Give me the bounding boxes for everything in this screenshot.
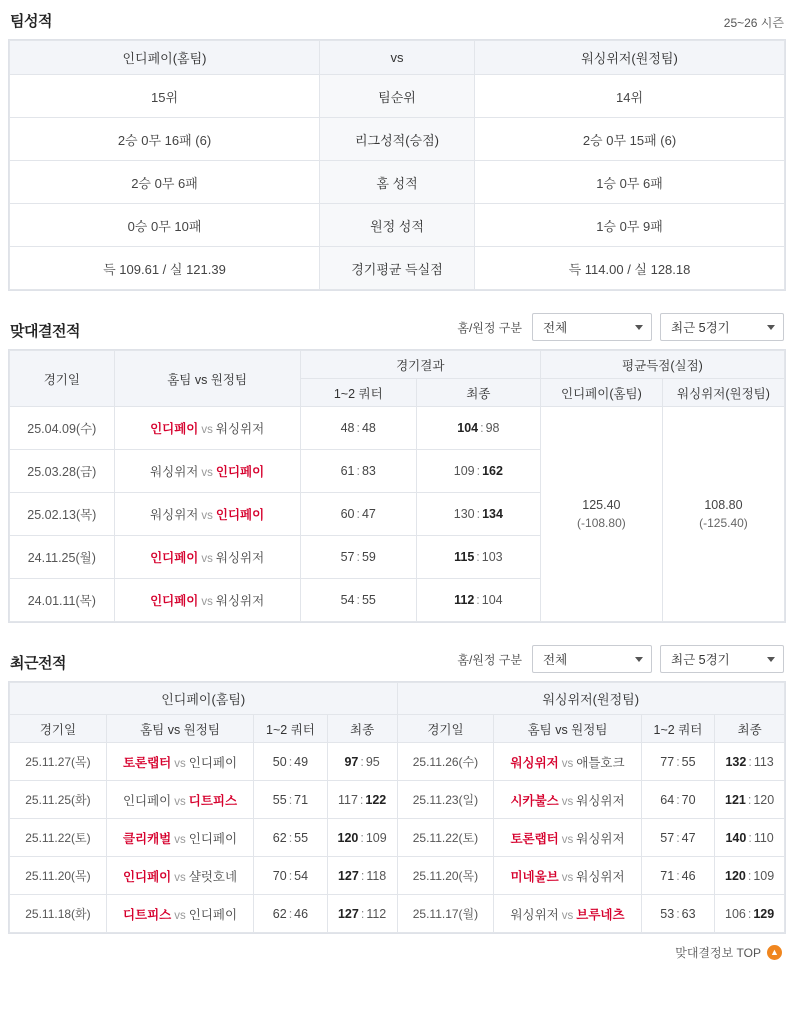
chevron-down-icon xyxy=(635,325,643,330)
table-header-row xyxy=(10,683,785,715)
recent-home-date: 25.11.20(목) xyxy=(10,857,107,895)
h2h-header xyxy=(8,303,786,349)
h2h-col-quarter: 1~2 쿼터 xyxy=(300,379,416,407)
recent-away-final: 121 : 120 xyxy=(715,781,785,819)
h2h-col-avg-away: 워싱위저(원정팀) xyxy=(662,379,784,407)
recent-filter-label: 홈/원정 구분 xyxy=(457,652,522,667)
recent-away-match xyxy=(494,743,641,781)
q-away: 71 xyxy=(294,792,309,807)
vs-label: vs xyxy=(561,757,574,770)
h2h-filter-label: 홈/원정 구분 xyxy=(457,320,522,335)
h2h-row-home-team: 인디페이 xyxy=(150,422,199,436)
h2h-row-away-team: 인디페이 xyxy=(215,508,265,522)
recent-home-team: 인디페이 xyxy=(122,793,172,808)
f-home: 127 xyxy=(337,906,359,921)
recent-away-date: 25.11.20(목) xyxy=(397,857,494,895)
table-row xyxy=(10,895,785,933)
recent-col-date-home: 경기일 xyxy=(10,715,107,743)
recent-away-date: 25.11.23(일) xyxy=(397,781,494,819)
team-stats-header xyxy=(8,0,786,39)
h2h-row-match xyxy=(114,450,300,493)
q-away: 59 xyxy=(361,550,376,564)
recent-home-team: 워싱위저 xyxy=(510,755,559,770)
q-away: 55 xyxy=(681,754,696,769)
h2h-controls xyxy=(457,313,784,341)
f-away: 95 xyxy=(365,754,380,769)
q-home: 77 xyxy=(660,754,675,769)
recent-col-final-home: 최종 xyxy=(327,715,397,743)
table-header-row xyxy=(10,41,785,75)
table-row xyxy=(10,161,785,204)
recent-away-date: 25.11.17(월) xyxy=(397,895,494,933)
recent-range-select[interactable] xyxy=(660,645,784,673)
recent-away-team: 브루네츠 xyxy=(576,907,625,922)
team-stats-home-rank: 15위 xyxy=(10,75,320,118)
recent-away-quarter: 53 : 63 xyxy=(641,895,715,933)
vs-label: vs xyxy=(201,424,213,436)
h2h-row-quarter: 57 : 59 xyxy=(300,536,416,579)
team-stats-col-home: 인디페이(홈팀) xyxy=(10,41,320,75)
f-home: 112 xyxy=(454,593,475,607)
recent-home-date: 25.11.27(목) xyxy=(10,743,107,781)
h2h-row-match xyxy=(114,579,300,622)
recent-away-team: 샬럿호네 xyxy=(188,869,238,884)
vs-label: vs xyxy=(174,795,186,808)
f-away: 109 xyxy=(365,830,387,845)
vs-label: vs xyxy=(561,833,574,846)
q-away: 46 xyxy=(294,906,309,921)
recent-col-quarter-away: 1~2 쿼터 xyxy=(641,715,715,743)
recent-home-quarter: 70 : 54 xyxy=(254,857,328,895)
season-label: 25~26 시즌 xyxy=(723,16,784,30)
h2h-avg-away xyxy=(662,407,784,622)
recent-home-team: 디트피스 xyxy=(122,907,172,922)
team-stats-label-league: 리그성적(승점) xyxy=(320,118,475,161)
recent-home-match xyxy=(106,743,253,781)
vs-label: vs xyxy=(561,871,574,884)
vs-label: vs xyxy=(561,795,574,808)
h2h-row-date: 25.04.09(수) xyxy=(10,407,115,450)
vs-label: vs xyxy=(174,871,186,884)
table-row xyxy=(10,819,785,857)
back-to-top-label: 맞대결정보 TOP xyxy=(675,946,761,960)
q-home: 53 xyxy=(660,906,675,921)
table-row xyxy=(10,857,785,895)
table-row xyxy=(10,781,785,819)
h2h-row-match xyxy=(114,536,300,579)
h2h-row-final: 109 : 162 xyxy=(416,450,540,493)
h2h-col-final: 최종 xyxy=(416,379,540,407)
q-home: 60 xyxy=(340,507,355,521)
recent-away-team: 워싱위저 xyxy=(576,793,625,808)
recent-col-final-away: 최종 xyxy=(715,715,785,743)
q-home: 61 xyxy=(340,464,355,478)
f-away: 103 xyxy=(481,550,503,564)
recent-home-final: 117 : 122 xyxy=(327,781,397,819)
h2h-row-quarter: 60 : 47 xyxy=(300,493,416,536)
h2h-homeaway-value: 전체 xyxy=(543,321,568,335)
h2h-col-avg-home: 인디페이(홈팀) xyxy=(540,379,662,407)
team-stats-title: 팀성적 xyxy=(10,13,52,30)
recent-away-team: 워싱위저 xyxy=(576,831,625,846)
q-away: 70 xyxy=(681,792,696,807)
recent-home-match xyxy=(106,895,253,933)
recent-away-team: 인디페이 xyxy=(188,907,238,922)
h2h-avg-away-value: 108.80 xyxy=(704,497,743,512)
f-away: 110 xyxy=(753,830,774,845)
q-away: 47 xyxy=(681,830,696,845)
q-away: 55 xyxy=(361,593,376,607)
vs-label: vs xyxy=(201,467,213,479)
recent-away-quarter: 77 : 55 xyxy=(641,743,715,781)
vs-label: vs xyxy=(201,510,213,522)
recent-away-match xyxy=(494,857,641,895)
f-home: 97 xyxy=(344,754,359,769)
h2h-col-date: 경기일 xyxy=(10,351,115,407)
team-stats-away-homerec: 1승 0무 6패 xyxy=(475,161,785,204)
f-away: 104 xyxy=(481,593,503,607)
vs-label: vs xyxy=(174,757,186,770)
h2h-row-date: 24.11.25(월) xyxy=(10,536,115,579)
h2h-row-quarter: 48 : 48 xyxy=(300,407,416,450)
f-away: 113 xyxy=(753,754,774,769)
recent-home-final: 120 : 109 xyxy=(327,819,397,857)
h2h-homeaway-select[interactable] xyxy=(532,313,652,341)
recent-away-quarter: 64 : 70 xyxy=(641,781,715,819)
f-home: 121 xyxy=(725,792,746,807)
recent-homeaway-value: 전체 xyxy=(543,653,568,667)
h2h-table-wrap xyxy=(8,349,786,623)
f-away: 118 xyxy=(366,868,387,883)
team-stats-away-rank: 14위 xyxy=(475,75,785,118)
h2h-range-value: 최근 5경기 xyxy=(671,321,730,335)
recent-away-final: 132 : 113 xyxy=(715,743,785,781)
h2h-row-match xyxy=(114,407,300,450)
recent-homeaway-select[interactable] xyxy=(532,645,652,673)
recent-away-team: 디트피스 xyxy=(188,793,238,808)
recent-table xyxy=(9,682,785,933)
chevron-down-icon xyxy=(767,657,775,662)
f-away: 120 xyxy=(753,792,775,807)
q-home: 50 xyxy=(272,754,287,769)
recent-col-match-home: 홈팀 vs 원정팀 xyxy=(106,715,253,743)
f-home: 104 xyxy=(457,421,479,435)
h2h-avg-home-sub: (-108.80) xyxy=(577,516,626,531)
f-away: 134 xyxy=(482,507,503,521)
q-away: 48 xyxy=(361,421,376,435)
h2h-row-home-team: 인디페이 xyxy=(150,551,199,565)
recent-range-value: 최근 5경기 xyxy=(671,653,730,667)
recent-home-team: 토론랩터 xyxy=(122,755,172,770)
recent-header xyxy=(8,635,786,681)
f-home: 115 xyxy=(454,550,475,564)
h2h-avg-home xyxy=(540,407,662,622)
chevron-down-icon xyxy=(635,657,643,662)
recent-home-team: 인디페이 xyxy=(122,869,172,884)
recent-home-final: 127 : 112 xyxy=(327,895,397,933)
h2h-avg-home-value: 125.40 xyxy=(582,497,621,512)
h2h-row-away-team: 워싱위저 xyxy=(215,422,265,436)
h2h-row-home-team: 워싱위저 xyxy=(150,465,199,479)
q-home: 64 xyxy=(660,792,675,807)
team-stats-away-avg: 득 114.00 / 실 128.18 xyxy=(475,247,785,290)
recent-home-team: 클리캐벌 xyxy=(122,831,172,846)
recent-away-team: 워싱위저 xyxy=(576,869,625,884)
recent-home-match xyxy=(106,781,253,819)
f-away: 98 xyxy=(485,421,500,435)
recent-table-wrap xyxy=(8,681,786,934)
f-away: 109 xyxy=(753,868,775,883)
h2h-col-avg: 평균득점(실점) xyxy=(540,351,784,379)
table-row xyxy=(10,743,785,781)
recent-home-date: 25.11.22(토) xyxy=(10,819,107,857)
recent-away-team: 인디페이 xyxy=(188,831,238,846)
team-stats-home-homerec: 2승 0무 6패 xyxy=(10,161,320,204)
recent-home-team: 워싱위저 xyxy=(510,907,559,922)
table-row xyxy=(10,75,785,118)
q-home: 70 xyxy=(272,868,287,883)
recent-col-date-away: 경기일 xyxy=(397,715,494,743)
table-row xyxy=(10,407,785,450)
q-away: 49 xyxy=(294,754,309,769)
recent-home-final: 127 : 118 xyxy=(327,857,397,895)
f-home: 140 xyxy=(725,830,747,845)
h2h-row-home-team: 인디페이 xyxy=(150,594,199,608)
recent-group-home: 인디페이(홈팀) xyxy=(10,683,398,715)
f-home: 130 xyxy=(453,507,475,521)
recent-home-team: 미네울브 xyxy=(510,869,559,884)
h2h-row-quarter: 54 : 55 xyxy=(300,579,416,622)
h2h-row-final: 130 : 134 xyxy=(416,493,540,536)
recent-away-final: 120 : 109 xyxy=(715,857,785,895)
q-home: 71 xyxy=(660,868,675,883)
recent-away-team: 인디페이 xyxy=(188,755,238,770)
h2h-range-select[interactable] xyxy=(660,313,784,341)
recent-home-final: 97 : 95 xyxy=(327,743,397,781)
vs-label: vs xyxy=(174,833,186,846)
q-away: 46 xyxy=(681,868,696,883)
team-stats-label-avg: 경기평균 득실점 xyxy=(320,247,475,290)
back-to-top[interactable] xyxy=(8,934,786,973)
recent-away-quarter: 57 : 47 xyxy=(641,819,715,857)
h2h-row-match xyxy=(114,493,300,536)
h2h-row-final: 112 : 104 xyxy=(416,579,540,622)
recent-controls xyxy=(457,645,784,673)
recent-away-match xyxy=(494,819,641,857)
f-home: 117 xyxy=(337,792,358,807)
f-away: 129 xyxy=(753,906,775,921)
h2h-col-result: 경기결과 xyxy=(300,351,540,379)
recent-away-date: 25.11.26(수) xyxy=(397,743,494,781)
f-home: 106 xyxy=(725,906,746,921)
team-stats-label-awayrec: 원정 성적 xyxy=(320,204,475,247)
vs-label: vs xyxy=(561,909,574,922)
vs-label: vs xyxy=(201,596,213,608)
recent-title: 최근전적 xyxy=(10,655,66,672)
recent-away-final: 140 : 110 xyxy=(715,819,785,857)
q-away: 83 xyxy=(361,464,376,478)
table-header-row xyxy=(10,351,785,379)
team-stats-table-wrap xyxy=(8,39,786,291)
f-away: 162 xyxy=(482,464,503,478)
q-home: 62 xyxy=(272,906,287,921)
q-away: 54 xyxy=(294,868,309,883)
team-stats-col-vs: vs xyxy=(320,41,475,75)
recent-home-match xyxy=(106,857,253,895)
q-away: 63 xyxy=(681,906,696,921)
recent-home-date: 25.11.18(화) xyxy=(10,895,107,933)
h2h-row-final: 115 : 103 xyxy=(416,536,540,579)
team-stats-label-rank: 팀순위 xyxy=(320,75,475,118)
team-stats-label-homerec: 홈 성적 xyxy=(320,161,475,204)
recent-group-away: 워싱위저(원정팀) xyxy=(397,683,785,715)
q-away: 47 xyxy=(361,507,376,521)
f-home: 132 xyxy=(725,754,747,769)
table-row xyxy=(10,247,785,290)
h2h-avg-away-sub: (-125.40) xyxy=(699,516,748,531)
h2h-row-date: 25.02.13(목) xyxy=(10,493,115,536)
team-stats-col-away: 워싱위저(원정팀) xyxy=(475,41,785,75)
h2h-title: 맞대결전적 xyxy=(10,323,80,340)
team-stats-away-league: 2승 0무 15패 (6) xyxy=(475,118,785,161)
table-row xyxy=(10,204,785,247)
recent-home-team: 토론랩터 xyxy=(510,831,559,846)
team-stats-away-awayrec: 1승 0무 9패 xyxy=(475,204,785,247)
h2h-row-away-team: 워싱위저 xyxy=(215,594,265,608)
recent-home-quarter: 62 : 46 xyxy=(254,895,328,933)
q-home: 57 xyxy=(340,550,355,564)
recent-home-date: 25.11.25(화) xyxy=(10,781,107,819)
h2h-row-away-team: 인디페이 xyxy=(215,465,265,479)
q-home: 62 xyxy=(272,830,287,845)
team-stats-home-avg: 득 109.61 / 실 121.39 xyxy=(10,247,320,290)
f-home: 120 xyxy=(725,868,746,883)
vs-label: vs xyxy=(201,553,213,565)
f-home: 127 xyxy=(337,868,359,883)
f-home: 120 xyxy=(337,830,359,845)
team-stats-table xyxy=(9,40,785,290)
f-away: 112 xyxy=(366,906,387,921)
q-home: 54 xyxy=(340,593,355,607)
recent-home-quarter: 62 : 55 xyxy=(254,819,328,857)
h2h-row-final: 104 : 98 xyxy=(416,407,540,450)
h2h-row-quarter: 61 : 83 xyxy=(300,450,416,493)
recent-away-date: 25.11.22(토) xyxy=(397,819,494,857)
f-home: 109 xyxy=(453,464,475,478)
recent-home-quarter: 50 : 49 xyxy=(254,743,328,781)
h2h-row-date: 25.03.28(금) xyxy=(10,450,115,493)
recent-away-team: 애틀호크 xyxy=(576,755,625,770)
recent-away-match xyxy=(494,895,641,933)
h2h-table xyxy=(9,350,785,622)
f-away: 122 xyxy=(365,792,387,807)
h2h-row-away-team: 워싱위저 xyxy=(215,551,265,565)
recent-home-team: 시카불스 xyxy=(510,793,559,808)
q-away: 55 xyxy=(294,830,309,845)
vs-label: vs xyxy=(174,909,186,922)
h2h-row-home-team: 워싱위저 xyxy=(150,508,199,522)
recent-away-quarter: 71 : 46 xyxy=(641,857,715,895)
team-stats-home-league: 2승 0무 16패 (6) xyxy=(10,118,320,161)
q-home: 55 xyxy=(272,792,287,807)
q-home: 48 xyxy=(340,421,355,435)
q-home: 57 xyxy=(660,830,675,845)
recent-col-quarter-home: 1~2 쿼터 xyxy=(254,715,328,743)
recent-away-final: 106 : 129 xyxy=(715,895,785,933)
recent-away-match xyxy=(494,781,641,819)
recent-home-quarter: 55 : 71 xyxy=(254,781,328,819)
h2h-col-match: 홈팀 vs 원정팀 xyxy=(114,351,300,407)
table-row xyxy=(10,118,785,161)
h2h-row-date: 24.01.11(목) xyxy=(10,579,115,622)
chevron-down-icon xyxy=(767,325,775,330)
arrow-up-icon[interactable]: ▲ xyxy=(767,945,782,960)
recent-home-match xyxy=(106,819,253,857)
table-header-row xyxy=(10,715,785,743)
team-stats-home-awayrec: 0승 0무 10패 xyxy=(10,204,320,247)
recent-col-match-away: 홈팀 vs 원정팀 xyxy=(494,715,641,743)
